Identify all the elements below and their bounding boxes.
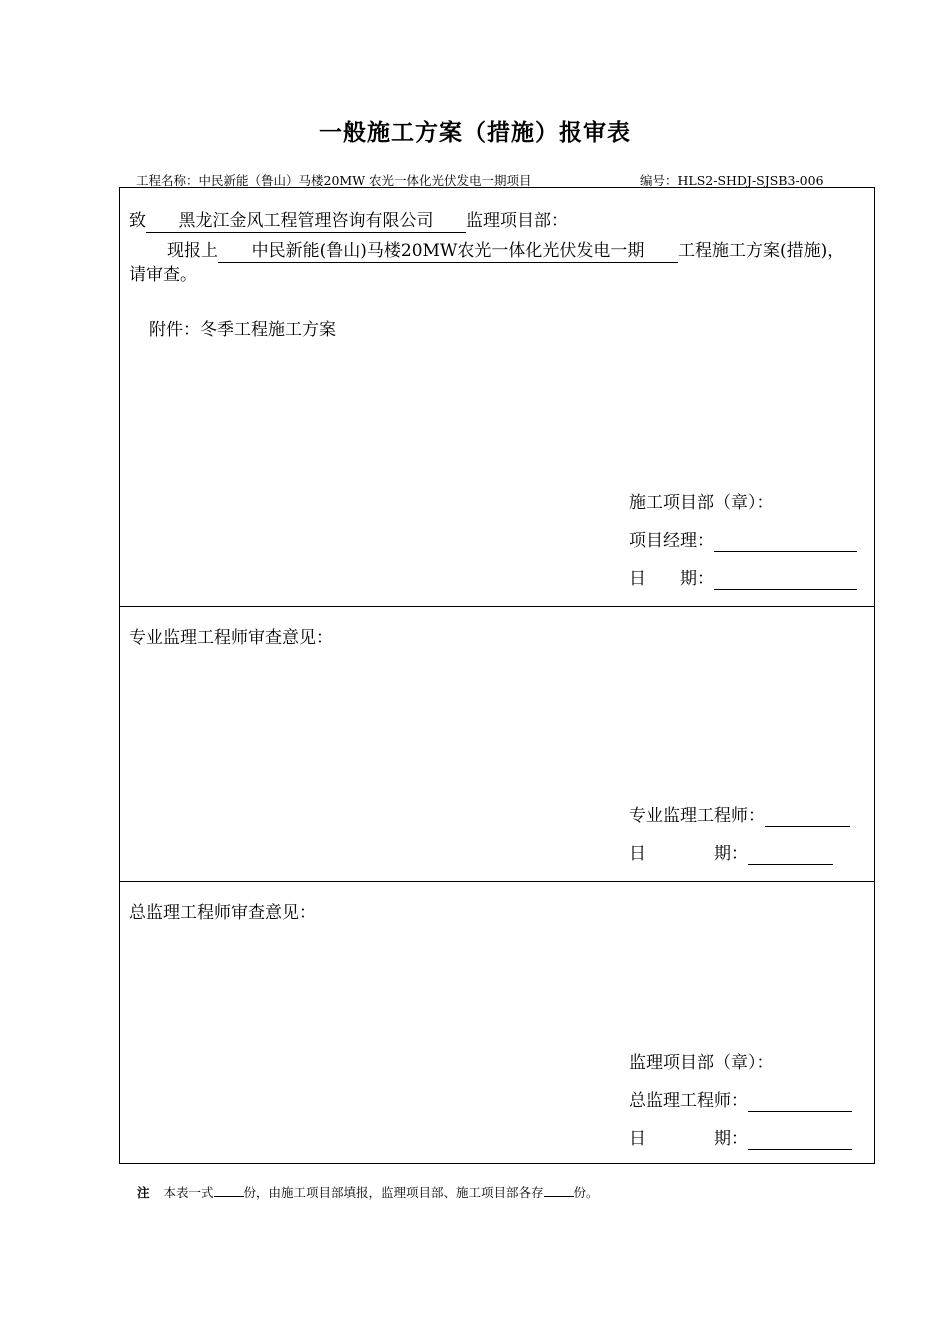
copies-kept-blank[interactable]: [544, 1185, 574, 1197]
footnote: [137, 1183, 599, 1201]
manager-signature-field[interactable]: [714, 531, 857, 552]
submission-section: [120, 188, 874, 607]
manager-label: 项目经理：: [629, 531, 714, 551]
note-part3: 份。: [573, 1185, 599, 1200]
review-form: [119, 187, 875, 1164]
report-line: [167, 240, 844, 263]
page-title: 一般施工方案（措施）报审表: [319, 120, 631, 146]
engineer-date-field[interactable]: [748, 844, 833, 865]
chief-signature-field[interactable]: [748, 1091, 852, 1112]
report-suffix: 工程施工方案(措施)，: [678, 241, 845, 261]
to-suffix: 监理项目部：: [466, 211, 568, 231]
engineer-date-row: [629, 843, 833, 865]
engineer-row: [629, 805, 850, 827]
project-name: 工程名称：中民新能（鲁山）马楼20MW 农光一体化光伏发电一期项目: [136, 173, 532, 188]
report-project[interactable]: 中民新能(鲁山)马楼20MW农光一体化光伏发电一期: [218, 240, 678, 263]
chief-review-section: [120, 882, 874, 1162]
chief-row: [629, 1090, 852, 1112]
addressee-company[interactable]: 黑龙江金风工程管理咨询有限公司: [146, 210, 466, 233]
attachment: 附件：冬季工程施工方案: [149, 320, 336, 340]
supervision-dept-seal: 监理项目部（章）：: [629, 1053, 774, 1073]
date-label: 日 期：: [629, 569, 714, 589]
note-part1: 本表一式: [163, 1185, 214, 1200]
engineer-date-label: 日 期：: [629, 844, 748, 864]
engineer-review-section: [120, 607, 874, 882]
addressee-line: [129, 210, 568, 233]
engineer-label: 专业监理工程师：: [629, 806, 765, 826]
engineer-signature-field[interactable]: [765, 806, 850, 827]
chief-review-heading: 总监理工程师审查意见：: [129, 903, 316, 923]
report-prefix: 现报上: [167, 241, 218, 261]
to-prefix: 致: [129, 211, 146, 231]
copies-blank[interactable]: [214, 1185, 244, 1197]
construction-dept-seal: 施工项目部（章）：: [629, 493, 774, 513]
report-line-2: 请审查。: [129, 265, 197, 285]
engineer-review-heading: 专业监理工程师审查意见：: [129, 628, 333, 648]
document-code: 编号：HLS2-SHDJ-SJSB3-006: [640, 173, 824, 188]
date-row: [629, 568, 857, 590]
note-label: 注: [137, 1185, 150, 1200]
chief-date-field[interactable]: [748, 1129, 852, 1150]
chief-label: 总监理工程师：: [629, 1091, 748, 1111]
note-part2: 份，由施工项目部填报，监理项目部、施工项目部各存: [243, 1185, 544, 1200]
chief-date-label: 日 期：: [629, 1129, 748, 1149]
chief-date-row: [629, 1128, 852, 1150]
manager-row: [629, 530, 857, 552]
date-field[interactable]: [714, 569, 857, 590]
